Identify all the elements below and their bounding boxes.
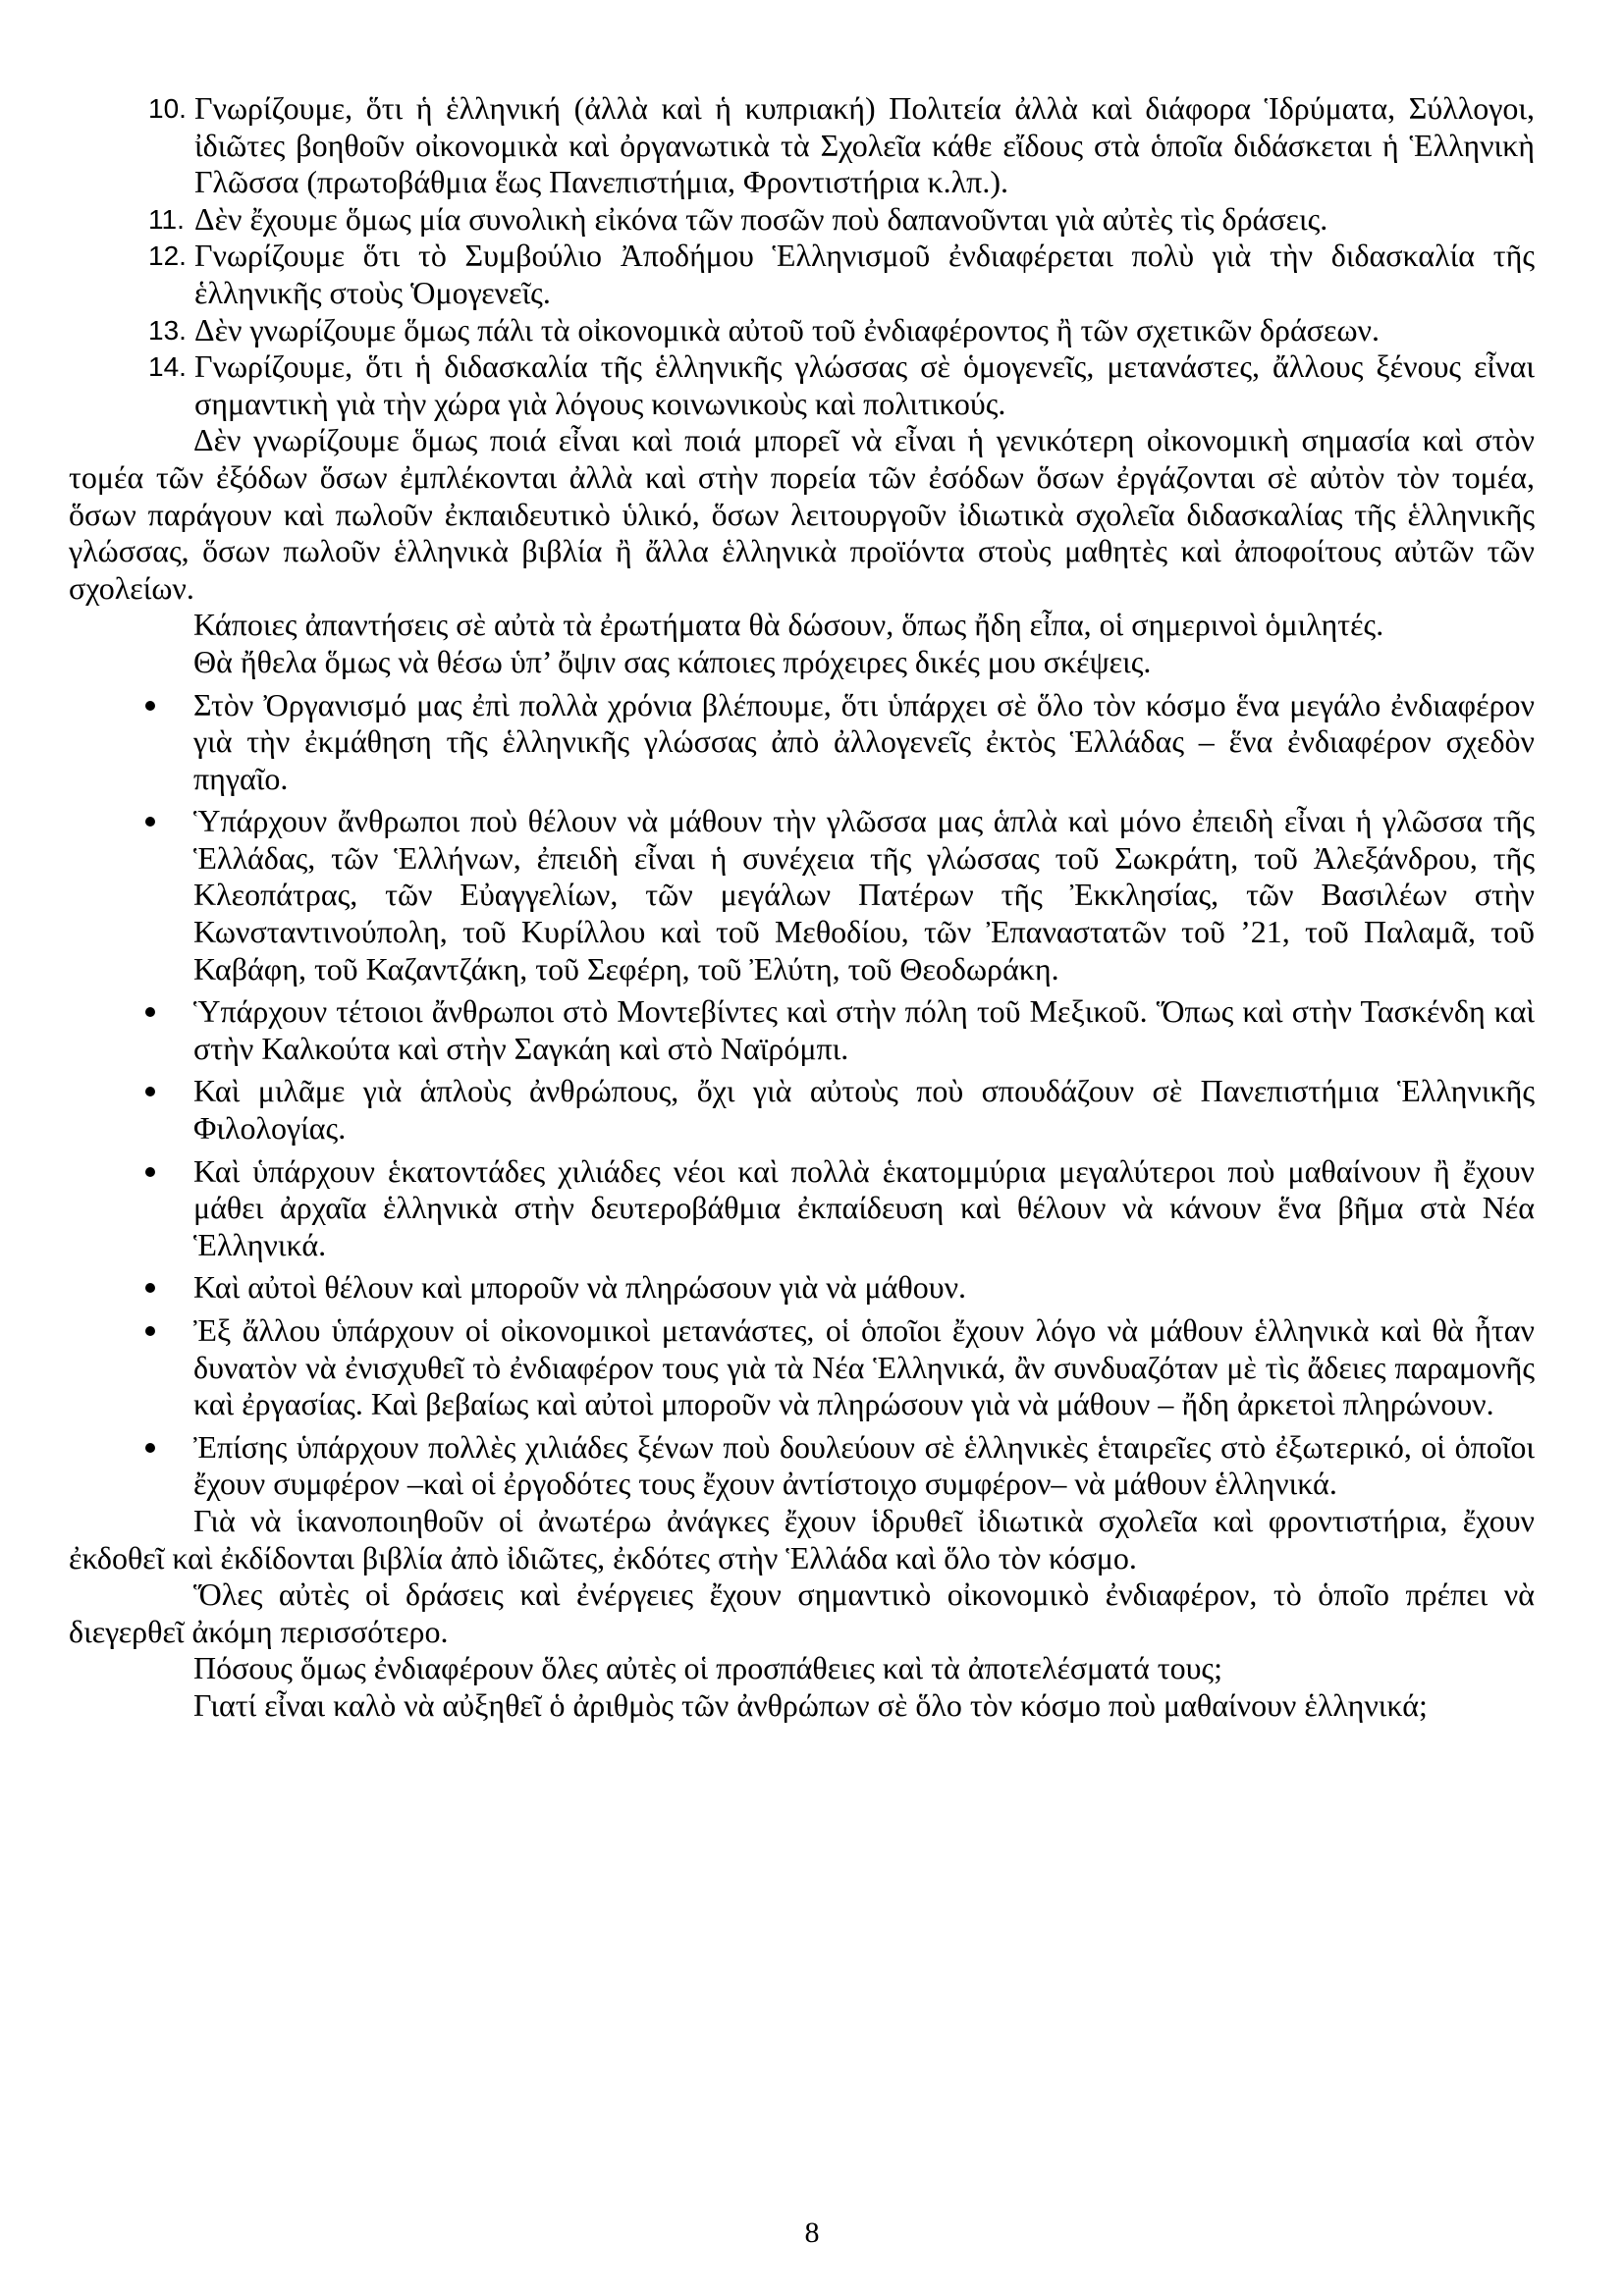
item-text: Γνωρίζουμε ὅτι τὸ Συμβούλιο Ἀποδήμου Ἑλληνισμοῦ ἐνδιαφέρεται πολὺ γιὰ τὴν διδασκαλία τῆς ἑλληνικῆς στοὺς Ὁμογενεῖς. [194, 238, 1535, 310]
bullet-text: Ἐξ ἄλλου ὑπάρχουν οἱ οἰκονομικοὶ μετανάστες, οἱ ὁποῖοι ἔχουν λόγο νὰ μάθουν ἑλληνικὰ καὶ θὰ ἦταν δυνατὸν νὰ ἐνισχυθεῖ τὸ ἐνδιαφέρον τους γιὰ τὰ Νέα Ἑλληνικά, ἂν συνδυαζόταν μὲ τὶς ἄδειες παραμονῆς καὶ ἐργασίας. Καὶ βεβαίως καὶ αὐτοὶ μποροῦν νὰ πληρώσουν γιὰ νὰ μάθουν – ἤδη ἀρκετοὶ πληρώνουν. [193, 1312, 1535, 1422]
bullet-item [193, 1429, 1535, 1503]
bullet-text: Ἐπίσης ὑπάρχουν πολλὲς χιλιάδες ξένων ποὺ δουλεύουν σὲ ἑλληνικὲς ἑταιρεῖες στὸ ἐξωτερικό, οἱ ὁποῖοι ἔχουν συμφέρον –καὶ οἱ ἐργοδότες τους ἔχουν ἀντίστοιχο συμφέρον– νὰ μάθουν ἑλληνικά. [193, 1428, 1535, 1502]
bullet-icon [145, 1167, 155, 1177]
item-text: Δὲν ἔχουμε ὅμως μία συνολικὴ εἰκόνα τῶν ποσῶν ποὺ δαπανοῦνται γιὰ αὐτὲς τὶς δράσεις. [194, 200, 1328, 237]
item-text: Γνωρίζουμε, ὅτι ἡ ἑλληνική (ἀλλὰ καὶ ἡ κυπριακή) Πολιτεία ἀλλὰ καὶ διάφορα Ἱδρύματα, Σύλλογοι, ἰδιῶτες βοηθοῦν οἰκονομικὰ καὶ ὀργανωτικὰ τὰ Σχολεῖα κάθε εἴδους στὰ ὁποῖα διδάσκεται ἡ Ἑλληνικὴ Γλῶσσα (πρωτοβάθμια ἕως Πανεπιστήμια, Φροντιστήρια κ.λπ.). [194, 90, 1535, 200]
bullet-item [193, 803, 1535, 988]
paragraph-speakers-answers: Κάποιες ἀπαντήσεις σὲ αὐτὰ τὰ ἐρωτήματα θὰ δώσουν, ὅπως ἤδη εἶπα, οἱ σημερινοὶ ὁμιλητές. [193, 607, 1384, 643]
paragraph-question-who-cares: Πόσους ὅμως ἐνδιαφέρουν ὅλες αὐτὲς οἱ προσπάθειες καὶ τὰ ἀποτελέσματά τους; [193, 1650, 1222, 1686]
numbered-item-13 [148, 311, 1535, 349]
bullet-item [193, 1312, 1535, 1423]
paragraph-economic-significance: Δὲν γνωρίζουμε ὅμως ποιά εἶναι καὶ ποιά μπορεῖ νὰ εἶναι ἡ γενικότερη οἰκονομικὴ σημασία καὶ στὸν τομέα τῶν ἐξόδων ὅσων ἐμπλέκονται ἀλλὰ καὶ στὴν πορεία τῶν ἐσόδων ὅσων ἐργάζονται σὲ αὐτὸν τὸν τομέα, ὅσων παράγουν καὶ πωλοῦν ἐκπαιδευτικὸ ὑλικό, ὅσων λειτουργοῦν ἰδιωτικὰ σχολεῖα διδασκαλίας τῆς ἑλληνικῆς γλώσσας, ὅσων πωλοῦν ἑλληνικὰ βιβλία ἢ ἄλλα ἑλληνικὰ προϊόντα στοὺς μαθητὲς καὶ ἀποφοίτους αὐτῶν τῶν σχολείων. [69, 422, 1535, 606]
item-number: 12. [148, 240, 187, 272]
page-content [69, 90, 1535, 1725]
bullet-text: Καὶ αὐτοὶ θέλουν καὶ μποροῦν νὰ πληρώσουν γιὰ νὰ μάθουν. [193, 1269, 967, 1306]
numbered-item-12 [148, 238, 1535, 311]
item-number: 13. [148, 314, 187, 346]
bullet-icon [145, 1283, 155, 1293]
bullet-text: Καὶ ὑπάρχουν ἑκατοντάδες χιλιάδες νέοι καὶ πολλὰ ἑκατομμύρια μεγαλύτεροι ποὺ μαθαίνουν ἢ ἔχουν μάθει ἀρχαῖα ἑλληνικὰ στὴν δευτεροβάθμια ἐκπαίδευση καὶ θέλουν νὰ κάνουν ἕνα βῆμα στὰ Νέα Ἑλληνικά. [193, 1152, 1535, 1262]
bullet-icon [145, 1326, 155, 1336]
item-number: 14. [148, 351, 187, 383]
bullet-item [193, 993, 1535, 1067]
paragraph-private-schools: Γιὰ νὰ ἱκανοποιηθοῦν οἱ ἀνωτέρω ἀνάγκες ἔχουν ἱδρυθεῖ ἰδιωτικὰ σχολεῖα καὶ φροντιστήρια, ἔχουν ἐκδοθεῖ καὶ ἐκδίδονται βιβλία ἀπὸ ἰδιῶτες, ἐκδότες στὴν Ἑλλάδα καὶ ὅλο τὸν κόσμο. [69, 1502, 1535, 1575]
numbered-item-11 [148, 200, 1535, 239]
bullet-item [193, 1153, 1535, 1264]
item-number: 11. [148, 203, 185, 235]
bullet-item [193, 1073, 1535, 1147]
item-number: 10. [148, 93, 187, 124]
numbered-item-14 [148, 348, 1535, 422]
bullet-text: Στὸν Ὀργανισμό μας ἐπὶ πολλὰ χρόνια βλέπουμε, ὅτι ὑπάρχει σὲ ὅλο τὸν κόσμο ἕνα μεγάλο ἐνδιαφέρον γιὰ τὴν ἐκμάθηση τῆς ἑλληνικῆς γλώσσας ἀπὸ ἀλλογενεῖς ἐκτὸς Ἑλλάδας – ἕνα ἐνδιαφέρον σχεδὸν πηγαῖο. [193, 686, 1535, 796]
bullet-icon [145, 1087, 155, 1096]
bullet-text: Καὶ μιλᾶμε γιὰ ἁπλοὺς ἀνθρώπους, ὄχι γιὰ αὐτοὺς ποὺ σπουδάζουν σὲ Πανεπιστήμια Ἑλληνικῆς Φιλολογίας. [193, 1073, 1535, 1147]
bullet-list [193, 687, 1535, 1503]
bullet-text: Ὑπάρχουν ἄνθρωποι ποὺ θέλουν νὰ μάθουν τὴν γλῶσσα μας ἁπλὰ καὶ μόνο ἐπειδὴ εἶναι ἡ γλῶσσα τῆς Ἑλλάδας, τῶν Ἑλλήνων, ἐπειδὴ εἶναι ἡ συνέχεια τῆς γλώσσας τοῦ Σωκράτη, τοῦ Ἀλεξάνδρου, τῆς Κλεοπάτρας, τῶν Εὐαγγελίων, τῶν μεγάλων Πατέρων τῆς Ἐκκλησίας, τῶν Βασιλέων στὴν Κωνσταντινούπολη, τοῦ Κυρίλλου καὶ τοῦ Μεθοδίου, τῶν Ἐπαναστατῶν τοῦ ’21, τοῦ Παλαμᾶ, τοῦ Καβάφη, τοῦ Καζαντζάκη, τοῦ Σεφέρη, τοῦ Ἐλύτη, τοῦ Θεοδωράκη. [193, 803, 1535, 987]
paragraph-thoughts-intro: Θὰ ἤθελα ὅμως νὰ θέσω ὑπ’ ὄψιν σας κάποιες πρόχειρες δικές μου σκέψεις. [193, 643, 1152, 679]
bullet-item [193, 687, 1535, 798]
paragraph-question-why: Γιατί εἶναι καλὸ νὰ αὐξηθεῖ ὁ ἀριθμὸς τῶν ἀνθρώπων σὲ ὅλο τὸν κόσμο ποὺ μαθαίνουν ἑλληνικά; [193, 1686, 1428, 1723]
bullet-icon [145, 817, 155, 827]
page-number: 8 [804, 2216, 820, 2249]
bullet-icon [145, 701, 155, 711]
bullet-item [193, 1269, 1535, 1307]
numbered-item-10 [148, 90, 1535, 201]
bullet-icon [145, 1007, 155, 1017]
paragraph-economic-interest: Ὅλες αὐτὲς οἱ δράσεις καὶ ἐνέργειες ἔχουν σημαντικὸ οἰκονομικὸ ἐνδιαφέρον, τὸ ὁποῖο πρέπει νὰ διεγερθεῖ ἀκόμη περισσότερο. [69, 1576, 1535, 1649]
item-text: Γνωρίζουμε, ὅτι ἡ διδασκαλία τῆς ἑλληνικῆς γλώσσας σὲ ὁμογενεῖς, μετανάστες, ἄλλους ξένους εἶναι σημαντικὴ γιὰ τὴν χώρα γιὰ λόγους κοινωνικοὺς καὶ πολιτικούς. [194, 348, 1535, 421]
bullet-icon [145, 1443, 155, 1453]
bullet-text: Ὑπάρχουν τέτοιοι ἄνθρωποι στὸ Μοντεβίντες καὶ στὴν πόλη τοῦ Μεξικοῦ. Ὅπως καὶ στὴν Τασκένδη καὶ στὴν Καλκούτα καὶ στὴν Σαγκάη καὶ στὸ Ναϊρόμπι. [193, 993, 1535, 1066]
item-text: Δὲν γνωρίζουμε ὅμως πάλι τὰ οἰκονομικὰ αὐτοῦ τοῦ ἐνδιαφέροντος ἢ τῶν σχετικῶν δράσεων. [194, 311, 1380, 347]
